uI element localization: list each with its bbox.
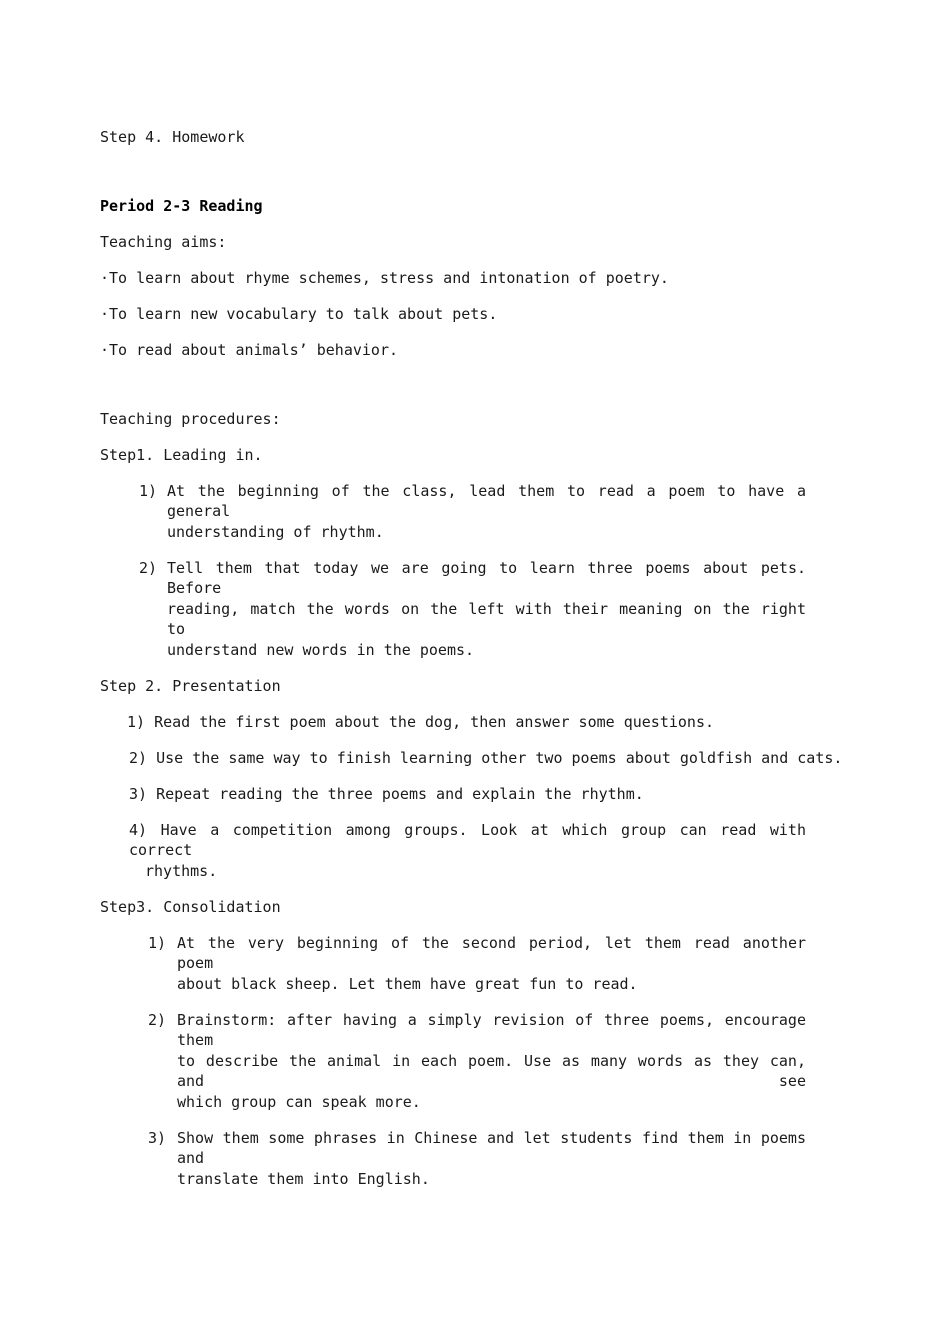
list-item-text: Show them some phrases in Chinese and let students find them in poems and — [177, 1129, 806, 1167]
step3-heading: Step3. Consolidation — [100, 898, 281, 916]
list-number: 2) — [148, 1011, 167, 1029]
aim-item: ·To read about animals’ behavior. — [100, 341, 399, 359]
aim-item: ·To learn new vocabulary to talk about pets. — [100, 305, 498, 323]
list-number: 1) — [148, 934, 167, 952]
list-number: 3) — [148, 1129, 167, 1147]
list-item-text: understand new words in the poems. — [167, 641, 475, 659]
list-item: 4) Have a competition among groups. Look at which group can read with correct — [129, 821, 806, 859]
step1-heading: Step1. Leading in. — [100, 446, 263, 464]
list-item-text: which group can speak more. — [177, 1093, 421, 1111]
list-item: 2) Use the same way to finish learning other two poems about goldfish and cats. — [129, 749, 843, 767]
list-item-text: Brainstorm: after having a simply revision of three poems, encourage them — [177, 1011, 806, 1049]
list-number: 1) — [139, 482, 158, 500]
aim-item: ·To learn about rhyme schemes, stress and intonation of poetry. — [100, 269, 669, 287]
list-item-text: At the beginning of the class, lead them to read a poem to have a general — [167, 482, 806, 520]
list-item-text: to describe the animal in each poem. Use as many words as they can, and see — [177, 1052, 806, 1090]
list-item-continuation: rhythms. — [145, 862, 218, 880]
aims-heading: Teaching aims: — [100, 233, 227, 251]
list-item-text: At the very beginning of the second period, let them read another poem — [177, 934, 806, 972]
list-item-text: reading, match the words on the left with their meaning on the right to — [167, 600, 806, 638]
list-item: 3) Repeat reading the three poems and explain the rhythm. — [129, 785, 644, 803]
list-item-text: translate them into English. — [177, 1170, 430, 1188]
list-item-text: Tell them that today we are going to learn three poems about pets. Before — [167, 559, 806, 597]
step2-heading: Step 2. Presentation — [100, 677, 281, 695]
list-item-text: about black sheep. Let them have great fun to read. — [177, 975, 638, 993]
step4-heading: Step 4. Homework — [100, 128, 245, 146]
list-number: 2) — [139, 559, 158, 577]
period-title: Period 2-3 Reading — [100, 197, 263, 215]
list-item-text: understanding of rhythm. — [167, 523, 384, 541]
procedures-heading: Teaching procedures: — [100, 410, 281, 428]
list-item: 1) Read the first poem about the dog, then answer some questions. — [127, 713, 714, 731]
